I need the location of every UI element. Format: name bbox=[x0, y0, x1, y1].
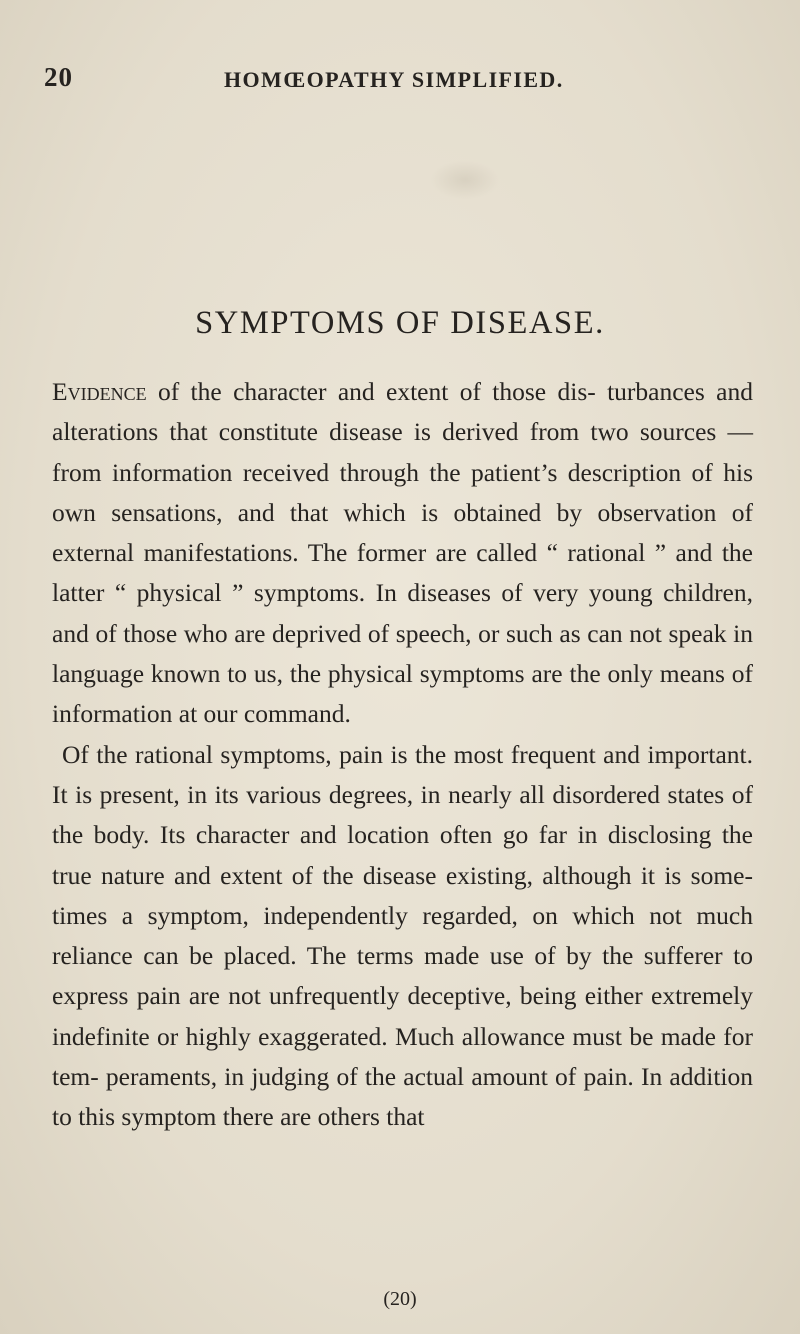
running-header bbox=[44, 62, 756, 98]
paragraph-text: Of the rational symptoms, pain is the most frequent and important. It is present, in its various degrees, in nearly all disordered states of the body. Its character and location often go far in disclosing the true nature and extent of the disease existing, although it is some- times a symptom, independently regarded, on which not much reliance can be placed. The terms made use of by the sufferer to express pain are not unfrequently deceptive, being either extremely indefinite or highly exaggerated. Much allowance must be made for tem- peraments, in judging of the actual amount of pain. In addition to this symptom there are others that bbox=[52, 739, 753, 1132]
paragraph bbox=[52, 735, 753, 1138]
page-number: 20 bbox=[44, 62, 73, 92]
folio: (20) bbox=[383, 1288, 417, 1310]
paper-blemish bbox=[430, 160, 500, 200]
section-title: SYMPTOMS OF DISEASE. bbox=[195, 305, 605, 341]
running-title: HOMŒOPATHY SIMPLIFIED. bbox=[224, 67, 564, 92]
body-text bbox=[52, 372, 753, 1138]
paragraph-lead-word: Evidence bbox=[52, 377, 147, 406]
paragraph-text: of the character and extent of those dis- turbances and alterations that constitute disease is derived from two sources — from information received through the patient’s description of his own sensations, and that which is obtained by observation of external manifestations. The former are called “ rational ” and the latter “ physical ” symptoms. In diseases of very young children, and of those who are deprived of speech, or such as can not speak in language known to us, the physical symptoms are the only means of information at our command. bbox=[52, 377, 753, 729]
paragraph bbox=[52, 372, 753, 735]
